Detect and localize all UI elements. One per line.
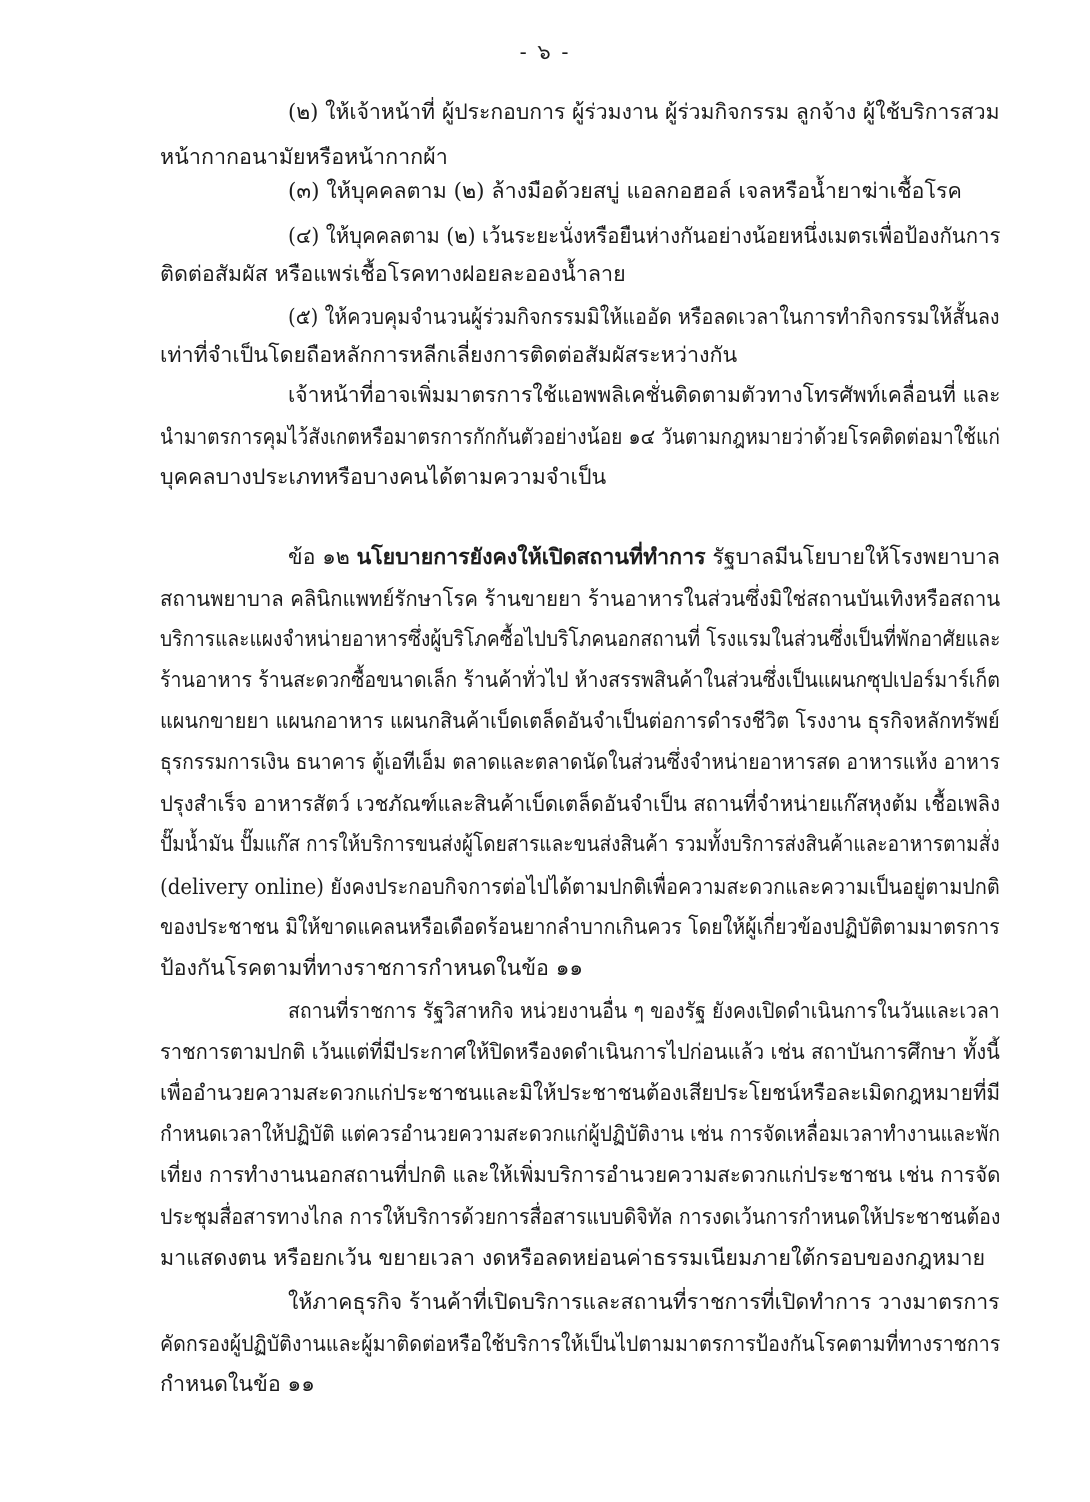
section-12-line: ปรุงสำเร็จ อาหารสัตว์ เวชภัณฑ์และสินค้าเบ็ดเตล็ดอันจำเป็น สถานที่จำหน่ายแก๊สหุงต้ม เชื้อเพลิง	[160, 792, 1000, 817]
section-12-line: สถานพยาบาล คลินิกแพทย์รักษาโรค ร้านขายยา ร้านอาหารในส่วนซึ่งมิใช่สถานบันเทิงหรือสถาน	[160, 587, 1001, 612]
section-12-heading: นโยบายการยังคงให้เปิดสถานที่ทำการ	[356, 545, 706, 570]
business-sector-paragraph-line: ให้ภาคธุรกิจ ร้านค้าที่เปิดบริการและสถานที่ราชการที่เปิดทำการ วางมาตรการ	[288, 1290, 1000, 1315]
list-item-4-line-2: ติดต่อสัมผัส หรือแพร่เชื้อโรคทางฝอยละอองน้ำลาย	[160, 262, 626, 287]
section-12-line: ธุรกรรมการเงิน ธนาคาร ตู้เอทีเอ็ม ตลาดและตลาดนัดในส่วนซึ่งจำหน่ายอาหารสด อาหารแห้ง อาหาร	[160, 750, 1000, 775]
paragraph-measures-line-3: บุคคลบางประเภทหรือบางคนได้ตามความจำเป็น	[160, 465, 607, 490]
page-number: - ๖ -	[519, 40, 571, 64]
government-offices-paragraph-line: กำหนดเวลาให้ปฏิบัติ แต่ควรอำนวยความสะดวกแก่ผู้ปฏิบัติงาน เช่น การจัดเหลื่อมเวลาทำงานและพัก	[160, 1122, 1001, 1147]
business-sector-paragraph-line: คัดกรองผู้ปฏิบัติงานและผู้มาติดต่อหรือใช้บริการให้เป็นไปตามมาตรการป้องกันโรคตามที่ทางราชการ	[160, 1332, 1001, 1357]
government-offices-paragraph-line: เที่ยง การทำงานนอกสถานที่ปกติ และให้เพิ่มบริการอำนวยความสะดวกแก่ประชาชน เช่น การจัด	[160, 1163, 1001, 1188]
paragraph-measures-line-2: นำมาตรการคุมไว้สังเกตหรือมาตรการกักกันตัวอย่างน้อย ๑๔ วันตามกฎหมายว่าด้วยโรคติดต่อมาใช้แก่	[160, 425, 1000, 450]
government-offices-paragraph-line: ราชการตามปกติ เว้นแต่ที่มีประกาศให้ปิดหรืองดดำเนินการไปก่อนแล้ว เช่น สถาบันการศึกษา ทั้งนี้	[160, 1040, 1000, 1065]
list-item-4-line-1: (๔) ให้บุคคลตาม (๒) เว้นระยะนั่งหรือยืนห่างกันอย่างน้อยหนึ่งเมตรเพื่อป้องกันการ	[288, 224, 1001, 249]
business-sector-paragraph-line: กำหนดในข้อ ๑๑	[160, 1372, 315, 1397]
list-item-5-line-1: (๕) ให้ควบคุมจำนวนผู้ร่วมกิจกรรมมิให้แออัด หรือลดเวลาในการทำกิจกรรมให้สั้นลง	[288, 305, 1000, 330]
section-12-line: (delivery online) ยังคงประกอบกิจการต่อไปได้ตามปกติเพื่อความสะดวกและความเป็นอยู่ตามปกติ	[160, 875, 1000, 900]
section-12-first-line	[288, 543, 1000, 573]
section-12-line: ป้องกันโรคตามที่ทางราชการกำหนดในข้อ ๑๑	[160, 956, 584, 981]
section-12-line: ของประชาชน มิให้ขาดแคลนหรือเดือดร้อนยากลำบากเกินควร โดยให้ผู้เกี่ยวข้องปฏิบัติตามมาตรการ	[160, 915, 1000, 940]
section-12-line: ร้านอาหาร ร้านสะดวกซื้อขนาดเล็ก ร้านค้าทั่วไป ห้างสรรพสินค้าในส่วนซึ่งเป็นแผนกซุปเปอร์มาร์เก็ต	[160, 668, 1000, 693]
section-12-first-line-rest: รัฐบาลมีนโยบายให้โรงพยาบาล	[712, 545, 1000, 570]
section-12-line: แผนกขายยา แผนกอาหาร แผนกสินค้าเบ็ดเตล็ดอันจำเป็นต่อการดำรงชีวิต โรงงาน ธุรกิจหลักทรัพย์	[160, 709, 1000, 734]
government-offices-paragraph-line: มาแสดงตน หรือยกเว้น ขยายเวลา งดหรือลดหย่อนค่าธรรมเนียมภายใต้กรอบของกฎหมาย	[160, 1246, 986, 1271]
list-item-3-line-1: (๓) ให้บุคคลตาม (๒) ล้างมือด้วยสบู่ แอลกอฮอล์ เจลหรือน้ำยาฆ่าเชื้อโรค	[288, 179, 962, 204]
list-item-2-line-2: หน้ากากอนามัยหรือหน้ากากผ้า	[160, 145, 448, 170]
government-offices-paragraph-line: ประชุมสื่อสารทางไกล การให้บริการด้วยการสื่อสารแบบดิจิทัล การงดเว้นการกำหนดให้ประชาชนต้อง	[160, 1205, 1001, 1230]
section-12-line: บริการและแผงจำหน่ายอาหารซึ่งผู้บริโภคซื้อไปบริโภคนอกสถานที่ โรงแรมในส่วนซึ่งเป็นที่พักอาศัยและ	[160, 627, 1001, 652]
section-12-line: ปั๊มน้ำมัน ปั๊มแก๊ส การให้บริการขนส่งผู้โดยสารและขนส่งสินค้า รวมทั้งบริการส่งสินค้าและอาหารตามสั่ง	[160, 832, 1000, 857]
list-item-5-line-2: เท่าที่จำเป็นโดยถือหลักการหลีกเลี่ยงการติดต่อสัมผัสระหว่างกัน	[160, 343, 738, 368]
section-12-prefix: ข้อ ๑๒	[288, 545, 350, 570]
paragraph-measures-line-1: เจ้าหน้าที่อาจเพิ่มมาตรการใช้แอพพลิเคชั่นติดตามตัวทางโทรศัพท์เคลื่อนที่ และ	[288, 383, 1001, 408]
list-item-2-line-1: (๒) ให้เจ้าหน้าที่ ผู้ประกอบการ ผู้ร่วมงาน ผู้ร่วมกิจกรรม ลูกจ้าง ผู้ใช้บริการสวม	[288, 100, 1000, 125]
government-offices-paragraph-line: สถานที่ราชการ รัฐวิสาหกิจ หน่วยงานอื่น ๆ ของรัฐ ยังคงเปิดดำเนินการในวันและเวลา	[288, 999, 1000, 1024]
government-offices-paragraph-line: เพื่ออำนวยความสะดวกแก่ประชาชนและมิให้ประชาชนต้องเสียประโยชน์หรือละเมิดกฎหมายที่มี	[160, 1081, 1001, 1106]
